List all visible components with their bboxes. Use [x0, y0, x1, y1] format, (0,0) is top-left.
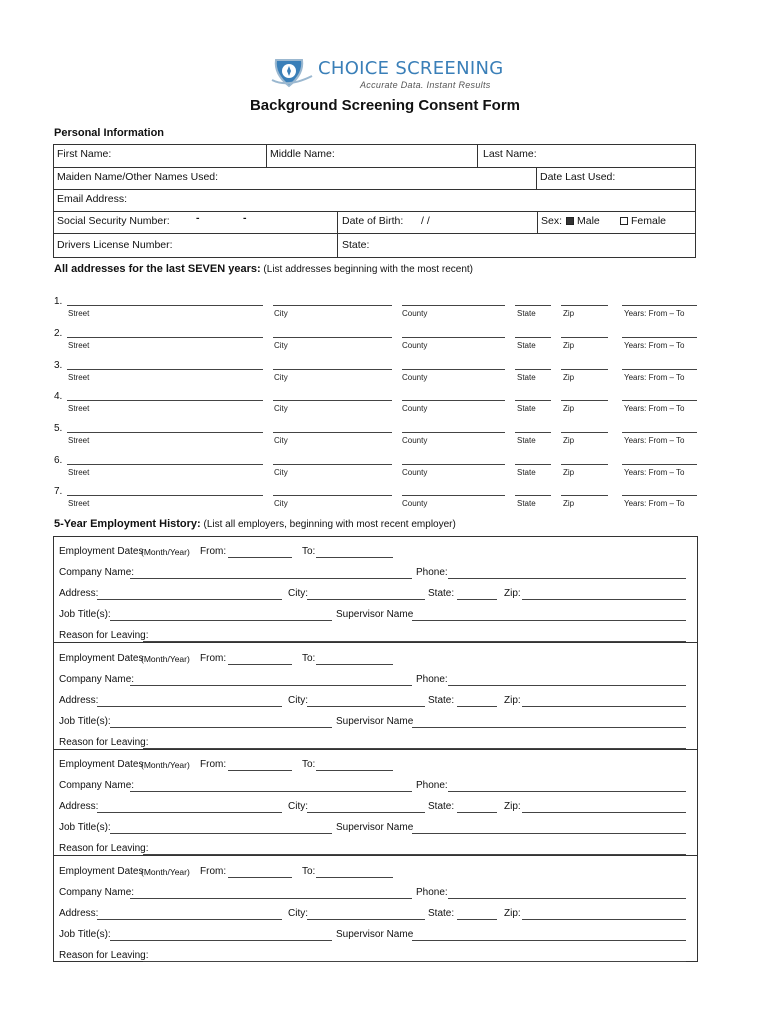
reason-for-leaving-input[interactable] — [143, 641, 686, 642]
address-county-caption: County — [402, 436, 428, 445]
maiden-name-field[interactable]: Maiden Name/Other Names Used: — [57, 171, 219, 183]
pi-row-ssn — [54, 212, 695, 234]
address-row — [54, 360, 704, 390]
address-county-input[interactable] — [402, 464, 505, 465]
address-street-caption: Street — [68, 436, 90, 445]
address-county-input[interactable] — [402, 432, 505, 433]
address-street-caption: Street — [68, 373, 90, 382]
to-label: To: — [302, 652, 316, 664]
address-years-input[interactable] — [622, 305, 697, 306]
address-street-input[interactable] — [67, 305, 263, 306]
male-label: Male — [577, 215, 600, 227]
city-label: City: — [288, 694, 308, 706]
phone-label: Phone: — [416, 780, 448, 791]
company-name-label: Company Name: — [59, 567, 135, 578]
address-zip-input[interactable] — [561, 432, 608, 433]
to-label: To: — [302, 546, 316, 557]
address-years-caption: Years: From – To — [624, 309, 685, 318]
address-years-caption: Years: From – To — [624, 341, 685, 350]
address-years-input[interactable] — [622, 400, 697, 401]
pi-row-maiden — [54, 168, 695, 190]
email-field[interactable]: Email Address: — [57, 193, 128, 205]
pi-row-names — [54, 145, 695, 168]
address-row — [54, 391, 704, 421]
address-zip-input[interactable] — [561, 369, 608, 370]
job-title-label: Job Title(s): — [59, 715, 111, 727]
supervisor-name-input[interactable] — [412, 727, 686, 728]
address-row-number: 5. — [54, 423, 63, 434]
address-zip-caption: Zip — [563, 404, 575, 413]
address-years-input[interactable] — [622, 495, 697, 496]
address-county-input[interactable] — [402, 305, 505, 306]
address-years-caption: Years: From – To — [624, 404, 685, 413]
addresses-label-note: (List addresses beginning with the most recent) — [260, 264, 473, 275]
personal-info-table — [53, 144, 696, 258]
address-street-caption: Street — [68, 499, 90, 508]
from-label: From: — [200, 652, 227, 664]
employment-dates-sublabel: (Month/Year) — [141, 653, 190, 664]
address-city-caption: City — [274, 373, 288, 382]
address-years-caption: Years: From – To — [624, 499, 685, 508]
job-title-input[interactable] — [110, 833, 332, 834]
employment-dates-label: Employment Dates — [59, 759, 144, 770]
city-label: City: — [288, 801, 308, 812]
city-input[interactable] — [307, 812, 425, 813]
company-name-input[interactable] — [130, 791, 412, 792]
employment-label-note: (List all employers, beginning with most recent employer) — [200, 519, 456, 530]
address-zip-caption: Zip — [563, 309, 575, 318]
state-label: State: — [428, 907, 455, 919]
address-years-caption: Years: From – To — [624, 468, 685, 477]
reason-for-leaving-label: Reason for Leaving: — [59, 949, 149, 961]
female-checkbox[interactable] — [620, 217, 628, 225]
address-years-caption: Years: From – To — [624, 436, 685, 445]
address-city-input[interactable] — [273, 337, 392, 338]
sex-label: Sex: — [541, 215, 563, 227]
address-street-caption: Street — [68, 404, 90, 413]
address-city-caption: City — [274, 309, 288, 318]
company-name-input[interactable] — [130, 578, 412, 579]
address-state-caption: State — [517, 309, 536, 318]
address-state-input[interactable] — [515, 464, 551, 465]
dob-separators: / / — [421, 215, 430, 227]
address-city-input[interactable] — [273, 305, 392, 306]
address-years-input[interactable] — [622, 464, 697, 465]
reason-for-leaving-label: Reason for Leaving: — [59, 843, 149, 854]
address-input[interactable] — [97, 812, 282, 813]
from-date-input[interactable] — [228, 664, 292, 665]
addresses-label-bold: All addresses for the last SEVEN years: — [54, 263, 261, 275]
female-label: Female — [631, 215, 667, 227]
address-street-input[interactable] — [67, 337, 263, 338]
zip-label: Zip: — [504, 907, 521, 919]
address-city-input[interactable] — [273, 495, 392, 496]
address-years-caption: Years: From – To — [624, 373, 685, 382]
address-city-caption: City — [274, 499, 288, 508]
address-row-number: 2. — [54, 328, 63, 339]
sex-male-option[interactable] — [566, 215, 600, 227]
zip-label: Zip: — [504, 588, 521, 599]
address-county-caption: County — [402, 341, 428, 350]
address-label: Address: — [59, 907, 99, 919]
address-city-caption: City — [274, 404, 288, 413]
address-zip-input[interactable] — [561, 495, 608, 496]
address-zip-input[interactable] — [561, 400, 608, 401]
sex-female-option[interactable] — [620, 215, 666, 227]
addresses-label — [54, 263, 473, 275]
address-street-input[interactable] — [67, 464, 263, 465]
address-years-input[interactable] — [622, 369, 697, 370]
address-street-caption: Street — [68, 309, 90, 318]
license-state-field[interactable]: State: — [342, 239, 370, 251]
supervisor-name-label: Supervisor Name — [336, 822, 414, 833]
address-street-input[interactable] — [67, 369, 263, 370]
address-county-caption: County — [402, 373, 428, 382]
employment-entry — [54, 537, 697, 643]
job-title-label: Job Title(s): — [59, 609, 111, 620]
address-row — [54, 486, 704, 516]
to-date-input[interactable] — [316, 877, 393, 878]
address-row-number: 3. — [54, 360, 63, 371]
state-input[interactable] — [457, 812, 497, 813]
supervisor-name-label: Supervisor Name — [336, 928, 414, 940]
address-state-input[interactable] — [515, 305, 551, 306]
address-state-caption: State — [517, 341, 536, 350]
address-state-input[interactable] — [515, 400, 551, 401]
employment-label-bold: 5-Year Employment History: — [54, 518, 201, 530]
phone-input[interactable] — [448, 898, 686, 899]
to-date-input[interactable] — [316, 770, 393, 771]
from-date-input[interactable] — [228, 770, 292, 771]
employment-dates-sublabel: (Month/Year) — [141, 866, 190, 877]
state-label: State: — [428, 588, 455, 599]
brand-tagline: Accurate Data. Instant Results — [360, 80, 491, 90]
employment-dates-sublabel: (Month/Year) — [141, 760, 190, 770]
ssn-dash-2: - — [243, 212, 247, 224]
employment-label — [54, 518, 456, 530]
company-name-label: Company Name: — [59, 886, 135, 898]
address-state-input[interactable] — [515, 495, 551, 496]
address-state-caption: State — [517, 436, 536, 445]
address-street-caption: Street — [68, 341, 90, 350]
address-row-number: 7. — [54, 486, 63, 497]
company-name-input[interactable] — [130, 898, 412, 899]
zip-label: Zip: — [504, 801, 521, 812]
address-row-number: 1. — [54, 296, 63, 307]
from-label: From: — [200, 546, 227, 557]
from-date-input[interactable] — [228, 877, 292, 878]
phone-label: Phone: — [416, 567, 448, 578]
zip-input[interactable] — [522, 599, 686, 600]
state-input[interactable] — [457, 706, 497, 707]
address-county-input[interactable] — [402, 495, 505, 496]
address-city-input[interactable] — [273, 432, 392, 433]
from-label: From: — [200, 759, 227, 770]
supervisor-name-label: Supervisor Name — [336, 609, 414, 620]
address-county-input[interactable] — [402, 369, 505, 370]
address-city-caption: City — [274, 468, 288, 477]
state-input[interactable] — [457, 599, 497, 600]
address-input[interactable] — [97, 706, 282, 707]
from-label: From: — [200, 865, 227, 877]
address-row-number: 4. — [54, 391, 63, 402]
job-title-input[interactable] — [110, 620, 332, 621]
state-label: State: — [428, 694, 455, 706]
to-label: To: — [302, 865, 316, 877]
employment-dates-sublabel: (Month/Year) — [141, 547, 190, 557]
address-zip-caption: Zip — [563, 468, 575, 477]
address-state-caption: State — [517, 404, 536, 413]
address-years-input[interactable] — [622, 432, 697, 433]
company-name-label: Company Name: — [59, 673, 135, 685]
first-name-field[interactable]: First Name: — [57, 148, 112, 160]
to-date-input[interactable] — [316, 557, 393, 558]
reason-for-leaving-label: Reason for Leaving: — [59, 630, 149, 641]
phone-label: Phone: — [416, 673, 448, 685]
date-last-used-field[interactable]: Date Last Used: — [540, 171, 616, 183]
phone-input[interactable] — [448, 578, 686, 579]
address-state-input[interactable] — [515, 337, 551, 338]
address-county-caption: County — [402, 499, 428, 508]
job-title-label: Job Title(s): — [59, 928, 111, 940]
address-state-input[interactable] — [515, 432, 551, 433]
ssn-field[interactable]: Social Security Number: — [57, 215, 170, 227]
phone-input[interactable] — [448, 791, 686, 792]
employment-dates-label: Employment Dates — [59, 865, 144, 877]
address-zip-input[interactable] — [561, 337, 608, 338]
address-county-caption: County — [402, 404, 428, 413]
zip-label: Zip: — [504, 694, 521, 706]
city-input[interactable] — [307, 919, 425, 920]
company-name-label: Company Name: — [59, 780, 135, 791]
supervisor-name-input[interactable] — [412, 940, 686, 941]
address-zip-caption: Zip — [563, 499, 575, 508]
state-input[interactable] — [457, 919, 497, 920]
city-label: City: — [288, 907, 308, 919]
last-name-field[interactable]: Last Name: — [483, 148, 537, 160]
employment-entry — [54, 644, 697, 750]
company-name-input[interactable] — [130, 685, 412, 686]
address-zip-caption: Zip — [563, 373, 575, 382]
address-state-caption: State — [517, 373, 536, 382]
zip-input[interactable] — [522, 812, 686, 813]
reason-for-leaving-input[interactable] — [143, 854, 686, 855]
state-label: State: — [428, 801, 455, 812]
address-zip-input[interactable] — [561, 464, 608, 465]
address-city-input[interactable] — [273, 400, 392, 401]
job-title-input[interactable] — [110, 727, 332, 728]
address-zip-input[interactable] — [561, 305, 608, 306]
address-input[interactable] — [97, 919, 282, 920]
address-street-input[interactable] — [67, 400, 263, 401]
reason-for-leaving-input[interactable] — [143, 748, 686, 749]
city-input[interactable] — [307, 599, 425, 600]
employment-entry — [54, 750, 697, 856]
address-row — [54, 328, 704, 358]
address-county-caption: County — [402, 468, 428, 477]
address-state-input[interactable] — [515, 369, 551, 370]
supervisor-name-label: Supervisor Name — [336, 715, 414, 727]
zip-input[interactable] — [522, 919, 686, 920]
city-input[interactable] — [307, 706, 425, 707]
address-row — [54, 296, 704, 326]
address-label: Address: — [59, 694, 99, 706]
drivers-license-field[interactable]: Drivers License Number: — [57, 239, 173, 251]
to-label: To: — [302, 759, 316, 770]
address-county-caption: County — [402, 309, 428, 318]
from-date-input[interactable] — [228, 557, 292, 558]
address-street-input[interactable] — [67, 432, 263, 433]
pi-row-email — [54, 190, 695, 212]
address-street-caption: Street — [68, 468, 90, 477]
address-state-caption: State — [517, 499, 536, 508]
to-date-input[interactable] — [316, 664, 393, 665]
address-street-input[interactable] — [67, 495, 263, 496]
employment-history-box — [53, 536, 698, 962]
address-label: Address: — [59, 588, 99, 599]
address-county-input[interactable] — [402, 400, 505, 401]
male-checkbox[interactable] — [566, 217, 574, 225]
address-zip-caption: Zip — [563, 436, 575, 445]
address-row — [54, 423, 704, 453]
employment-entry — [54, 857, 697, 963]
reason-for-leaving-input[interactable] — [143, 961, 686, 962]
reason-for-leaving-label: Reason for Leaving: — [59, 736, 149, 748]
employment-dates-label: Employment Dates — [59, 546, 144, 557]
phone-label: Phone: — [416, 886, 448, 898]
ssn-dash-1: - — [196, 212, 200, 224]
supervisor-name-input[interactable] — [412, 620, 686, 621]
address-input[interactable] — [97, 599, 282, 600]
middle-name-field[interactable]: Middle Name: — [270, 148, 335, 160]
job-title-input[interactable] — [110, 940, 332, 941]
supervisor-name-input[interactable] — [412, 833, 686, 834]
personal-info-label: Personal Information — [54, 127, 165, 139]
address-city-caption: City — [274, 436, 288, 445]
employment-dates-label: Employment Dates — [59, 652, 144, 664]
address-row-number: 6. — [54, 455, 63, 466]
city-label: City: — [288, 588, 308, 599]
pi-row-license — [54, 234, 695, 258]
job-title-label: Job Title(s): — [59, 822, 111, 833]
address-row — [54, 455, 704, 485]
address-county-input[interactable] — [402, 337, 505, 338]
address-label: Address: — [59, 801, 99, 812]
address-city-input[interactable] — [273, 464, 392, 465]
zip-input[interactable] — [522, 706, 686, 707]
dob-field[interactable]: Date of Birth: — [342, 215, 404, 227]
address-state-caption: State — [517, 468, 536, 477]
address-city-input[interactable] — [273, 369, 392, 370]
form-title: Background Screening Consent Form — [249, 97, 521, 114]
address-years-input[interactable] — [622, 337, 697, 338]
brand-name: CHOICE SCREENING — [318, 58, 504, 79]
address-city-caption: City — [274, 341, 288, 350]
address-zip-caption: Zip — [563, 341, 575, 350]
phone-input[interactable] — [448, 685, 686, 686]
